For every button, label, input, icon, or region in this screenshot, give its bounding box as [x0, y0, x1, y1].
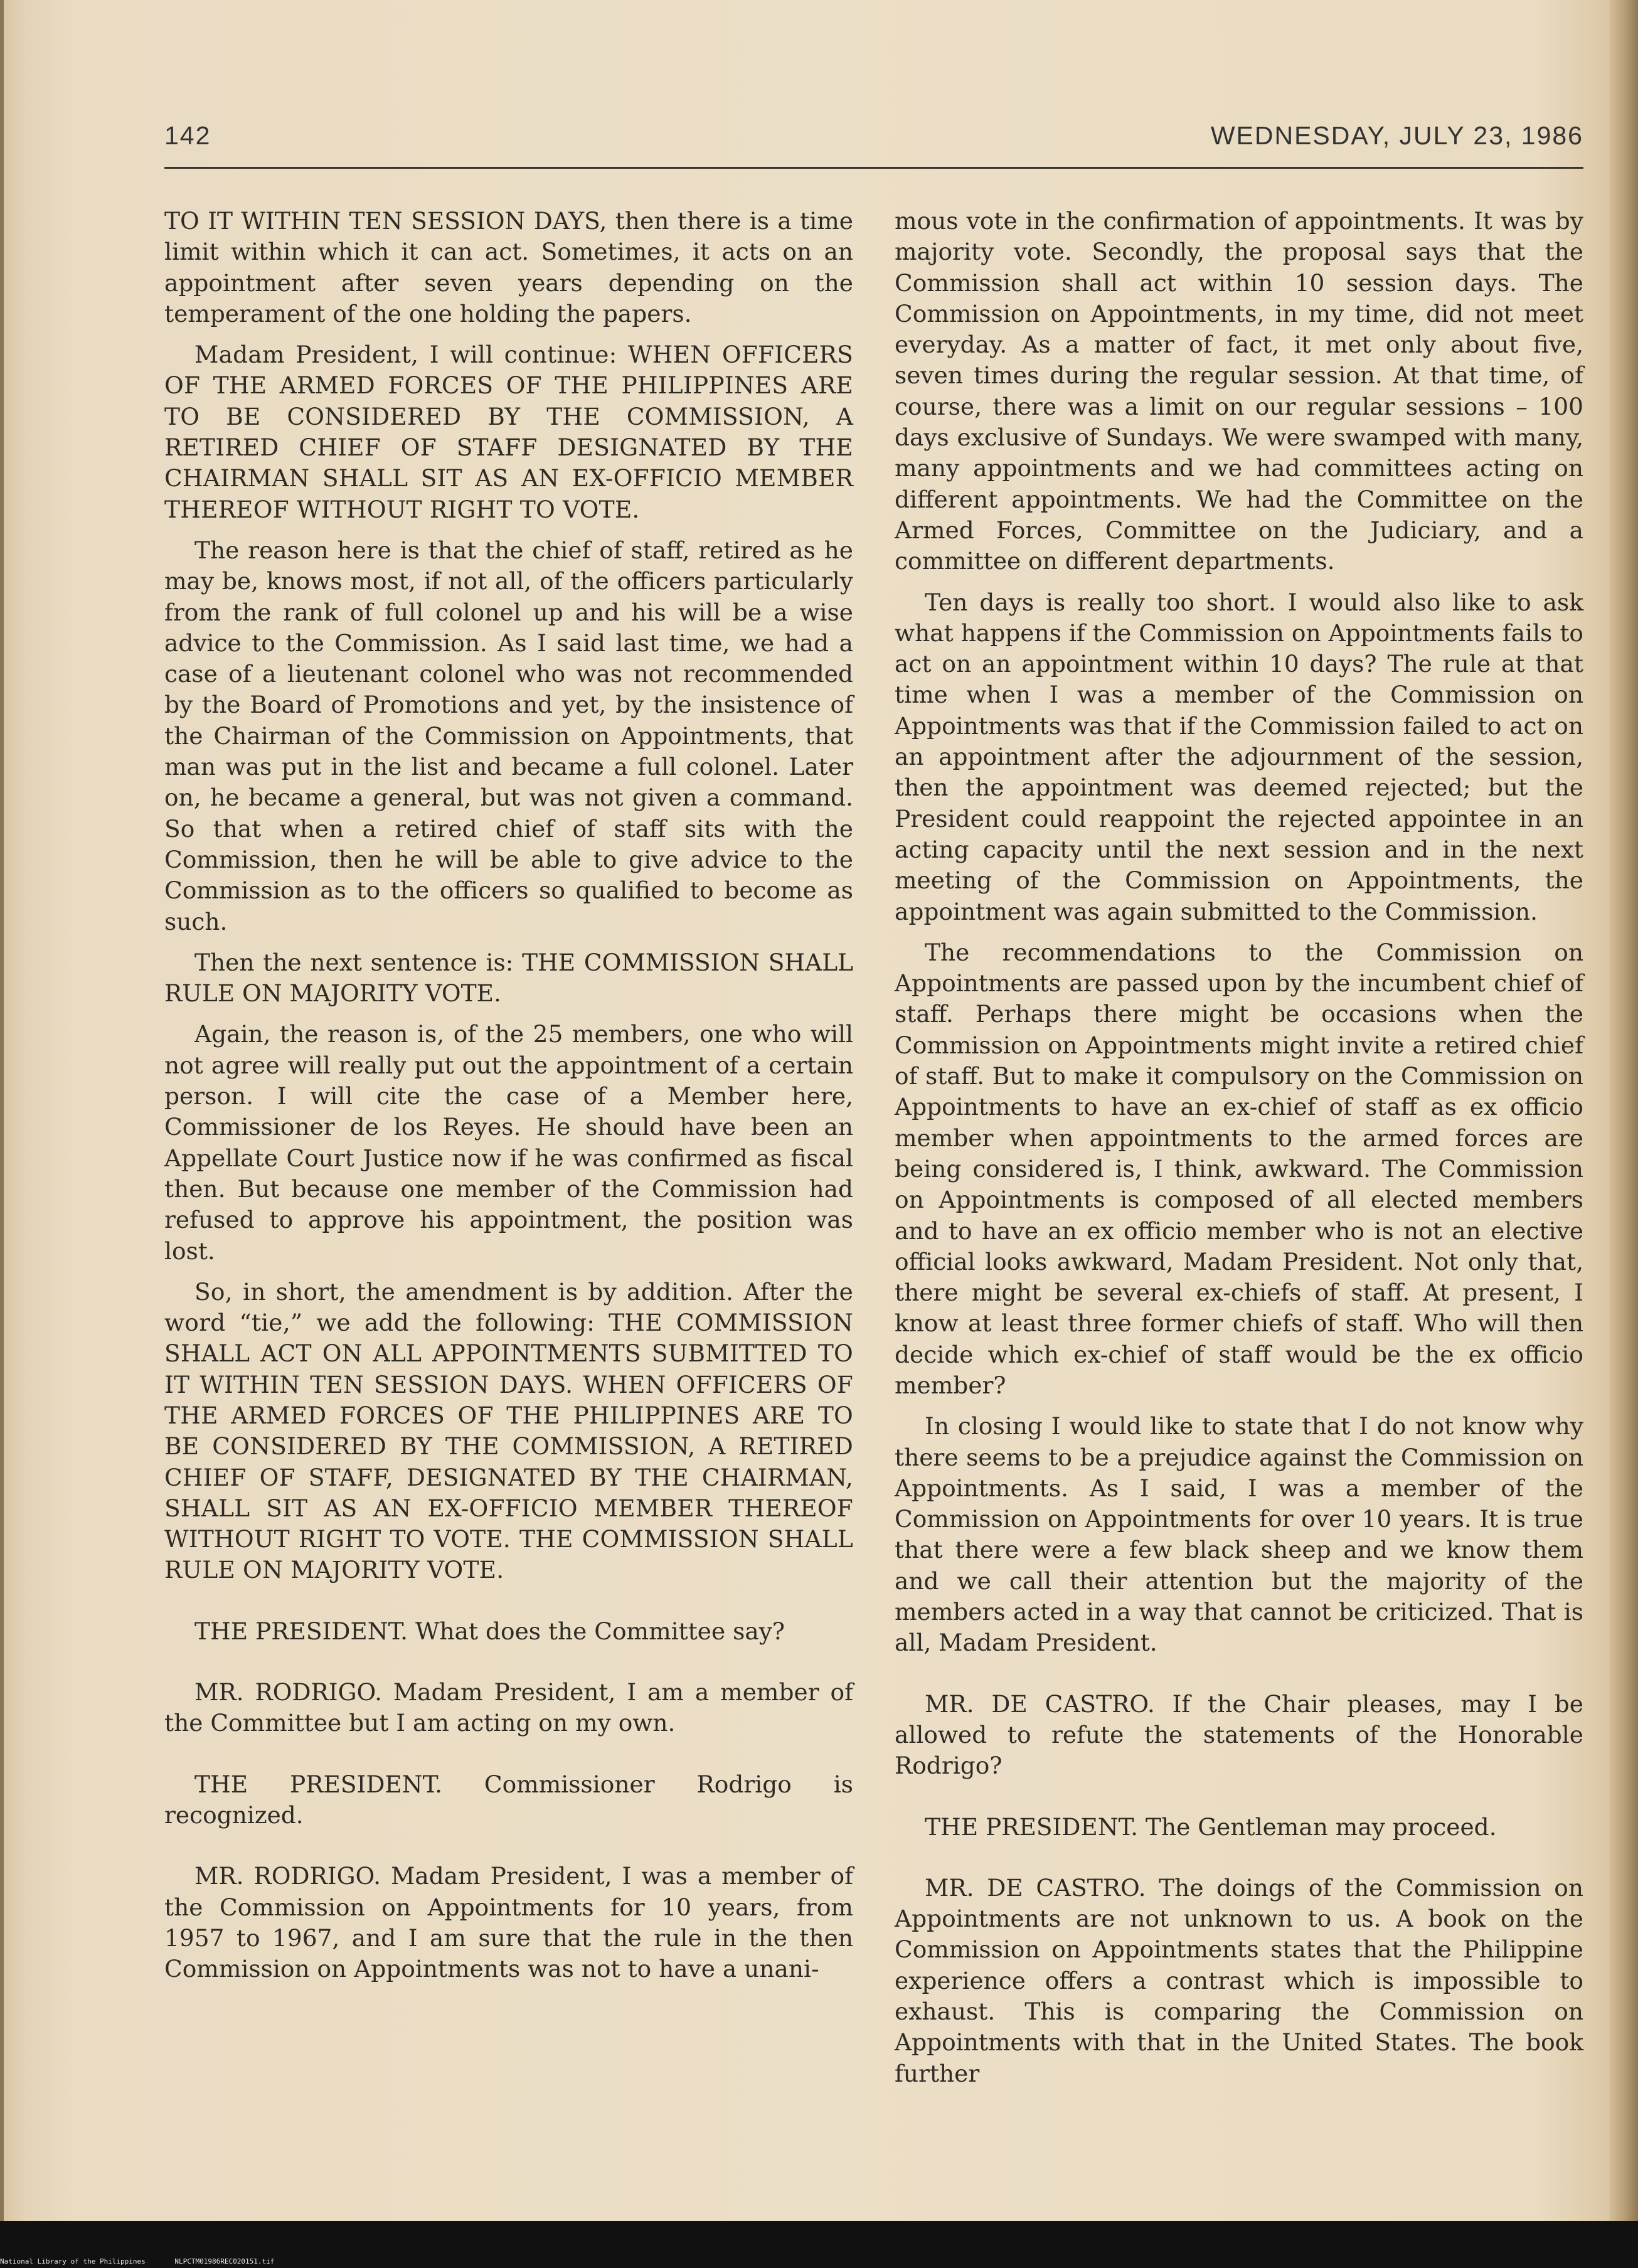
- right-column: [895, 206, 1583, 2099]
- speaker-paragraph: MR. DE CASTRO. The doings of the Commission on Appointments are not unknown to us. A book on the Commission on Appointments states that the Philippine experience offers a contrast which is impossible to exhaust. This is comparing the Commission on Appointments with that in the United States. The book further: [895, 1873, 1583, 2087]
- footer-library: National Library of the Philippines: [0, 2257, 146, 2265]
- paragraph: The reason here is that the chief of staff, retired as he may be, knows most, if not all, of the officers particularly from the rank of full colonel up and his will be a wise advice to the Commission. As I said last time, we had a case of a lieutenant colonel who was not recommended by the Board of Promotions and yet, by the insistence of the Chairman of the Commission on Appointments, that man was put in the list and became a full colonel. Later on, he became a general, but was not given a command. So that when a retired chief of staff sits with the Commission, then he will be able to give advice to the Commission as to the officers so qualified to become as such.: [164, 536, 853, 935]
- speaker-paragraph: MR. RODRIGO. Madam President, I am a member of the Committee but I am acting on my own.: [164, 1678, 853, 1737]
- paragraph: Ten days is really too short. I would also like to ask what happens if the Commission on Appointments fails to act on an appointment within 10 days? The rule at that time when I was a member of the Commission on Appointments was that if the Commission failed to act on an appointment after the adjournment of the session, then the appointment was deemed rejected; but the President could reappoint the rejected appointee in an acting capacity until the next session and in the next meeting of the Commission on Appointments, the appointment was again submitted to the Commission.: [895, 588, 1583, 925]
- speaker-paragraph: THE PRESIDENT. Commissioner Rodrigo is recognized.: [164, 1770, 853, 1829]
- header-rule: [164, 167, 1583, 169]
- running-title: WEDNESDAY, JULY 23, 1986: [1210, 121, 1583, 150]
- paragraph: Then the next sentence is: THE COMMISSION SHALL RULE ON MAJORITY VOTE.: [164, 948, 853, 1008]
- paragraph: mous vote in the confirmation of appointments. It was by majority vote. Secondly, the proposal says that the Commission shall act within 10 session days. The Commission on Appointments, in my time, did not meet everyday. As a matter of fact, it met only about five, seven times during the regular session. At that time, of course, there was a limit on our regular sessions – 100 days exclusive of Sundays. We were swamped with many, many appointments and we had committees acting on different appointments. We had the Committee on the Armed Forces, Committee on the Judiciary, and a committee on different departments.: [895, 207, 1583, 575]
- paragraph: The recommendations to the Commission on Appointments are passed upon by the incumbent chief of staff. Perhaps there might be occasions when the Commission on Appointments might invite a retired chief of staff. But to make it compulsory on the Commission on Appointments to have an ex-chief of staff as ex officio member when appointments to the armed forces are being considered is, I think, awkward. The Commission on Appointments is composed of all elected members and to have an ex officio member who is not an elective official looks awkward, Madam President. Not only that, there might be several ex-chiefs of staff. At present, I know at least three former chiefs of staff. Who will then decide which ex-chief of staff would be the ex officio member?: [895, 938, 1583, 1399]
- speaker-paragraph: THE PRESIDENT. What does the Committee say?: [194, 1617, 785, 1645]
- paragraph: In closing I would like to state that I do not know why there seems to be a prejudice against the Commission on Appointments. As I said, I was a member of the Commission on Appointments for over 10 years. It is true that there were a few black sheep and we know them and we call their attention but the majority of the members acted in a way that cannot be criticized. That is all, Madam President.: [895, 1412, 1583, 1657]
- speaker-paragraph: THE PRESIDENT. The Gentleman may proceed.: [925, 1813, 1497, 1841]
- binding-edge: [0, 0, 4, 2221]
- speaker-paragraph: MR. DE CASTRO. If the Chair pleases, may I be allowed to refute the statements of the Honorable Rodrigo?: [895, 1690, 1583, 1780]
- paragraph: So, in short, the amendment is by addition. After the word “tie,” we add the following: THE COMMISSION SHALL ACT ON ALL APPOINTMENTS SUBMITTED TO IT WITHIN TEN SESSION DAYS. WHEN OFFICERS OF THE ARMED FORCES OF THE PHILIPPINES ARE TO BE CONSIDERED BY THE COMMISSION, A RETIRED CHIEF OF STAFF, DESIGNATED BY THE CHAIRMAN, SHALL SIT AS AN EX-OFFICIO MEMBER THEREOF WITHOUT RIGHT TO VOTE. THE COMMISSION SHALL RULE ON MAJORITY VOTE.: [164, 1277, 853, 1584]
- left-column: [164, 206, 853, 1994]
- paragraph: TO IT WITHIN TEN SESSION DAYS, then there is a time limit within which it can act. Sometimes, it acts on an appointment after seven years depending on the temperament of the one holding the papers.: [164, 207, 853, 327]
- page-header: [164, 116, 1583, 160]
- paragraph: Again, the reason is, of the 25 members, one who will not agree will really put out the appointment of a certain person. I will cite the case of a Member here, Commissioner de los Reyes. He should have been an Appellate Court Justice now if he was confirmed as fiscal then. But because one member of the Commission had refused to approve his appointment, the position was lost.: [164, 1020, 853, 1265]
- speaker-paragraph: MR. RODRIGO. Madam President, I was a member of the Commission on Appointments for 10 years, from 1957 to 1967, and I am sure that the rule in the then Commission on Appointments was not to have a unani-: [164, 1862, 853, 1983]
- scan-footer: [0, 2257, 299, 2265]
- page-edge: [1610, 0, 1638, 2221]
- footer-file-id: NLPCTM01986REC020151.tif: [174, 2257, 275, 2265]
- paragraph: Madam President, I will continue: WHEN OFFICERS OF THE ARMED FORCES OF THE PHILIPPINES ARE TO BE CONSIDERED BY THE COMMISSION, A RETIRED CHIEF OF STAFF DESIGNATED BY THE CHAIRMAN SHALL SIT AS AN EX-OFFICIO MEMBER THEREOF WITHOUT RIGHT TO VOTE.: [164, 341, 853, 523]
- page-number: 142: [164, 121, 211, 150]
